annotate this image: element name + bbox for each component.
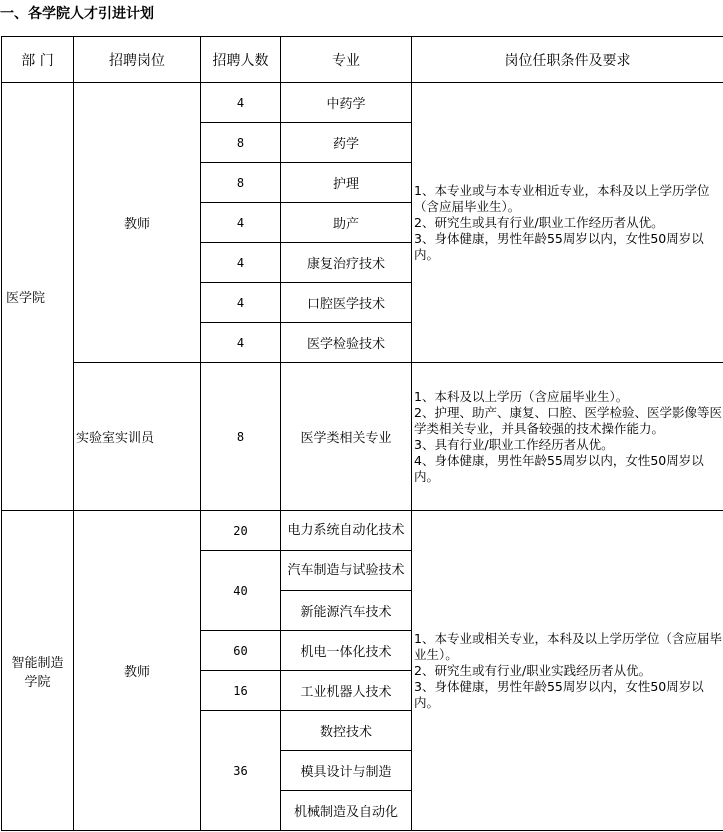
major-cell: 模具设计与制造 xyxy=(281,751,412,791)
post-medical-teacher: 教师 xyxy=(74,83,201,363)
requirements-smart xyxy=(412,511,723,831)
header-dept: 部 门 xyxy=(2,37,74,83)
major-cell: 医学类相关专业 xyxy=(281,363,412,511)
requirement-line: 3、身体健康，男性年龄55周岁以内，女性50周岁以内。 xyxy=(414,678,704,710)
count-cell: 40 xyxy=(201,551,281,631)
major-cell: 口腔医学技术 xyxy=(281,283,412,323)
header-post: 招聘岗位 xyxy=(74,37,201,83)
count-cell: 8 xyxy=(201,363,281,511)
requirement-line: 1、本专业或相关专业，本科及以上学历学位（含应届毕业生）。 xyxy=(414,630,722,662)
table-row xyxy=(2,511,723,551)
header-requirements: 岗位任职条件及要求 xyxy=(412,37,723,83)
count-cell: 8 xyxy=(201,163,281,203)
major-cell: 工业机器人技术 xyxy=(281,671,412,711)
major-cell: 机电一体化技术 xyxy=(281,631,412,671)
major-cell: 康复治疗技术 xyxy=(281,243,412,283)
major-cell: 新能源汽车技术 xyxy=(281,591,412,631)
count-cell: 16 xyxy=(201,671,281,711)
count-cell: 8 xyxy=(201,123,281,163)
major-cell: 护理 xyxy=(281,163,412,203)
table-row xyxy=(2,363,723,511)
count-cell: 4 xyxy=(201,283,281,323)
count-cell: 4 xyxy=(201,203,281,243)
post-smart-teacher: 教师 xyxy=(74,511,201,831)
dept-smart: 智能制造学院 xyxy=(2,511,74,831)
count-cell: 4 xyxy=(201,83,281,123)
requirement-line: 1、本专业或与本专业相近专业，本科及以上学历学位（含应届毕业生）。 xyxy=(414,182,710,214)
major-cell: 数控技术 xyxy=(281,711,412,751)
table-row xyxy=(2,83,723,123)
recruitment-table xyxy=(1,36,723,831)
major-cell: 助产 xyxy=(281,203,412,243)
dept-medical: 医学院 xyxy=(2,83,74,511)
requirement-line: 2、护理、助产、康复、口腔、医学检验、医学影像等医学类相关专业，并具备较强的技术操作能力。 xyxy=(414,404,722,436)
section-title: 一、各学院人才引进计划 xyxy=(0,6,154,22)
table-header-row xyxy=(2,37,723,83)
requirement-line: 3、身体健康，男性年龄55周岁以内，女性50周岁以内。 xyxy=(414,230,704,262)
header-major: 专业 xyxy=(281,37,412,83)
major-cell: 中药学 xyxy=(281,83,412,123)
count-cell: 36 xyxy=(201,711,281,831)
major-cell: 电力系统自动化技术 xyxy=(281,511,412,551)
major-cell: 医学检验技术 xyxy=(281,323,412,363)
count-cell: 60 xyxy=(201,631,281,671)
requirement-line: 1、本科及以上学历（含应届毕业生）。 xyxy=(414,388,629,404)
major-cell: 机械制造及自动化 xyxy=(281,791,412,831)
post-lab-trainer: 实验室实训员 xyxy=(74,363,201,511)
header-count: 招聘人数 xyxy=(201,37,281,83)
requirement-line: 4、身体健康，男性年龄55周岁以内，女性50周岁以内。 xyxy=(414,452,704,484)
count-cell: 20 xyxy=(201,511,281,551)
count-cell: 4 xyxy=(201,243,281,283)
requirements-lab xyxy=(412,363,723,511)
requirements-medical-teacher xyxy=(412,83,723,363)
major-cell: 汽车制造与试验技术 xyxy=(281,551,412,591)
major-cell: 药学 xyxy=(281,123,412,163)
requirement-line: 3、具有行业/职业工作经历者从优。 xyxy=(414,436,614,452)
count-cell: 4 xyxy=(201,323,281,363)
requirement-line: 2、研究生或有行业/职业实践经历者从优。 xyxy=(414,662,652,678)
requirement-line: 2、研究生或具有行业/职业工作经历者从优。 xyxy=(414,214,664,230)
